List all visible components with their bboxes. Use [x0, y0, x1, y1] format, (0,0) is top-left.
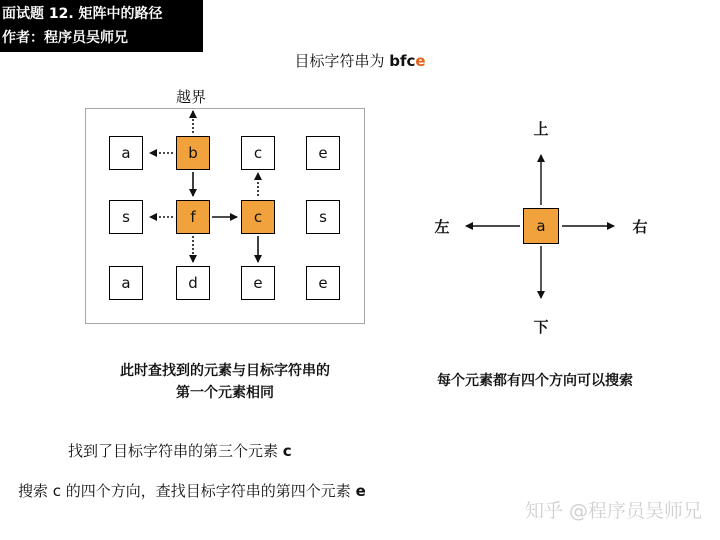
direction-center-cell: a	[523, 208, 559, 244]
out-of-bounds-label: 越界	[175, 88, 207, 106]
grid-cell-1-2: c	[241, 200, 275, 234]
note-line-2-bold: e	[355, 482, 366, 500]
grid-cell-1-0: s	[109, 200, 143, 234]
direction-down-label: 下	[533, 318, 549, 336]
author-line: 作者：程序员吴师兄	[2, 30, 128, 46]
grid-caption	[95, 360, 355, 404]
grid-cell-0-0: a	[109, 136, 143, 170]
grid-cell-0-2: c	[241, 136, 275, 170]
title-line: 面试题 12. 矩阵中的路径	[2, 6, 163, 22]
direction-left-label: 左	[434, 218, 450, 236]
target-plain: bfc	[389, 52, 416, 70]
grid-cell-0-1: b	[176, 136, 210, 170]
watermark: 知乎 @程序员吴师兄	[524, 500, 702, 522]
note-line-1-bold: c	[282, 442, 292, 460]
grid-cell-1-1: f	[176, 200, 210, 234]
grid-cell-2-0: a	[109, 266, 143, 300]
target-highlight: e	[415, 52, 426, 70]
grid-cell-2-1: d	[176, 266, 210, 300]
direction-caption: 每个元素都有四个方向可以搜索	[437, 373, 633, 389]
grid-cell-2-2: e	[241, 266, 275, 300]
grid-caption-line1: 此时查找到的元素与目标字符串的	[120, 363, 330, 379]
target-prefix: 目标字符串为	[294, 52, 390, 70]
note-line-2	[18, 480, 366, 501]
note-line-1	[68, 440, 292, 461]
note-line-1-text: 找到了目标字符串的第三个元素	[68, 442, 283, 460]
direction-up-label: 上	[533, 120, 549, 138]
grid-caption-line2: 第一个元素相同	[176, 385, 274, 401]
note-line-2-text: 搜索 c 的四个方向，查找目标字符串的第四个元素	[18, 482, 356, 500]
grid-cell-0-3: e	[306, 136, 340, 170]
direction-right-label: 右	[632, 218, 648, 236]
grid-cell-1-3: s	[306, 200, 340, 234]
grid-cell-2-3: e	[306, 266, 340, 300]
